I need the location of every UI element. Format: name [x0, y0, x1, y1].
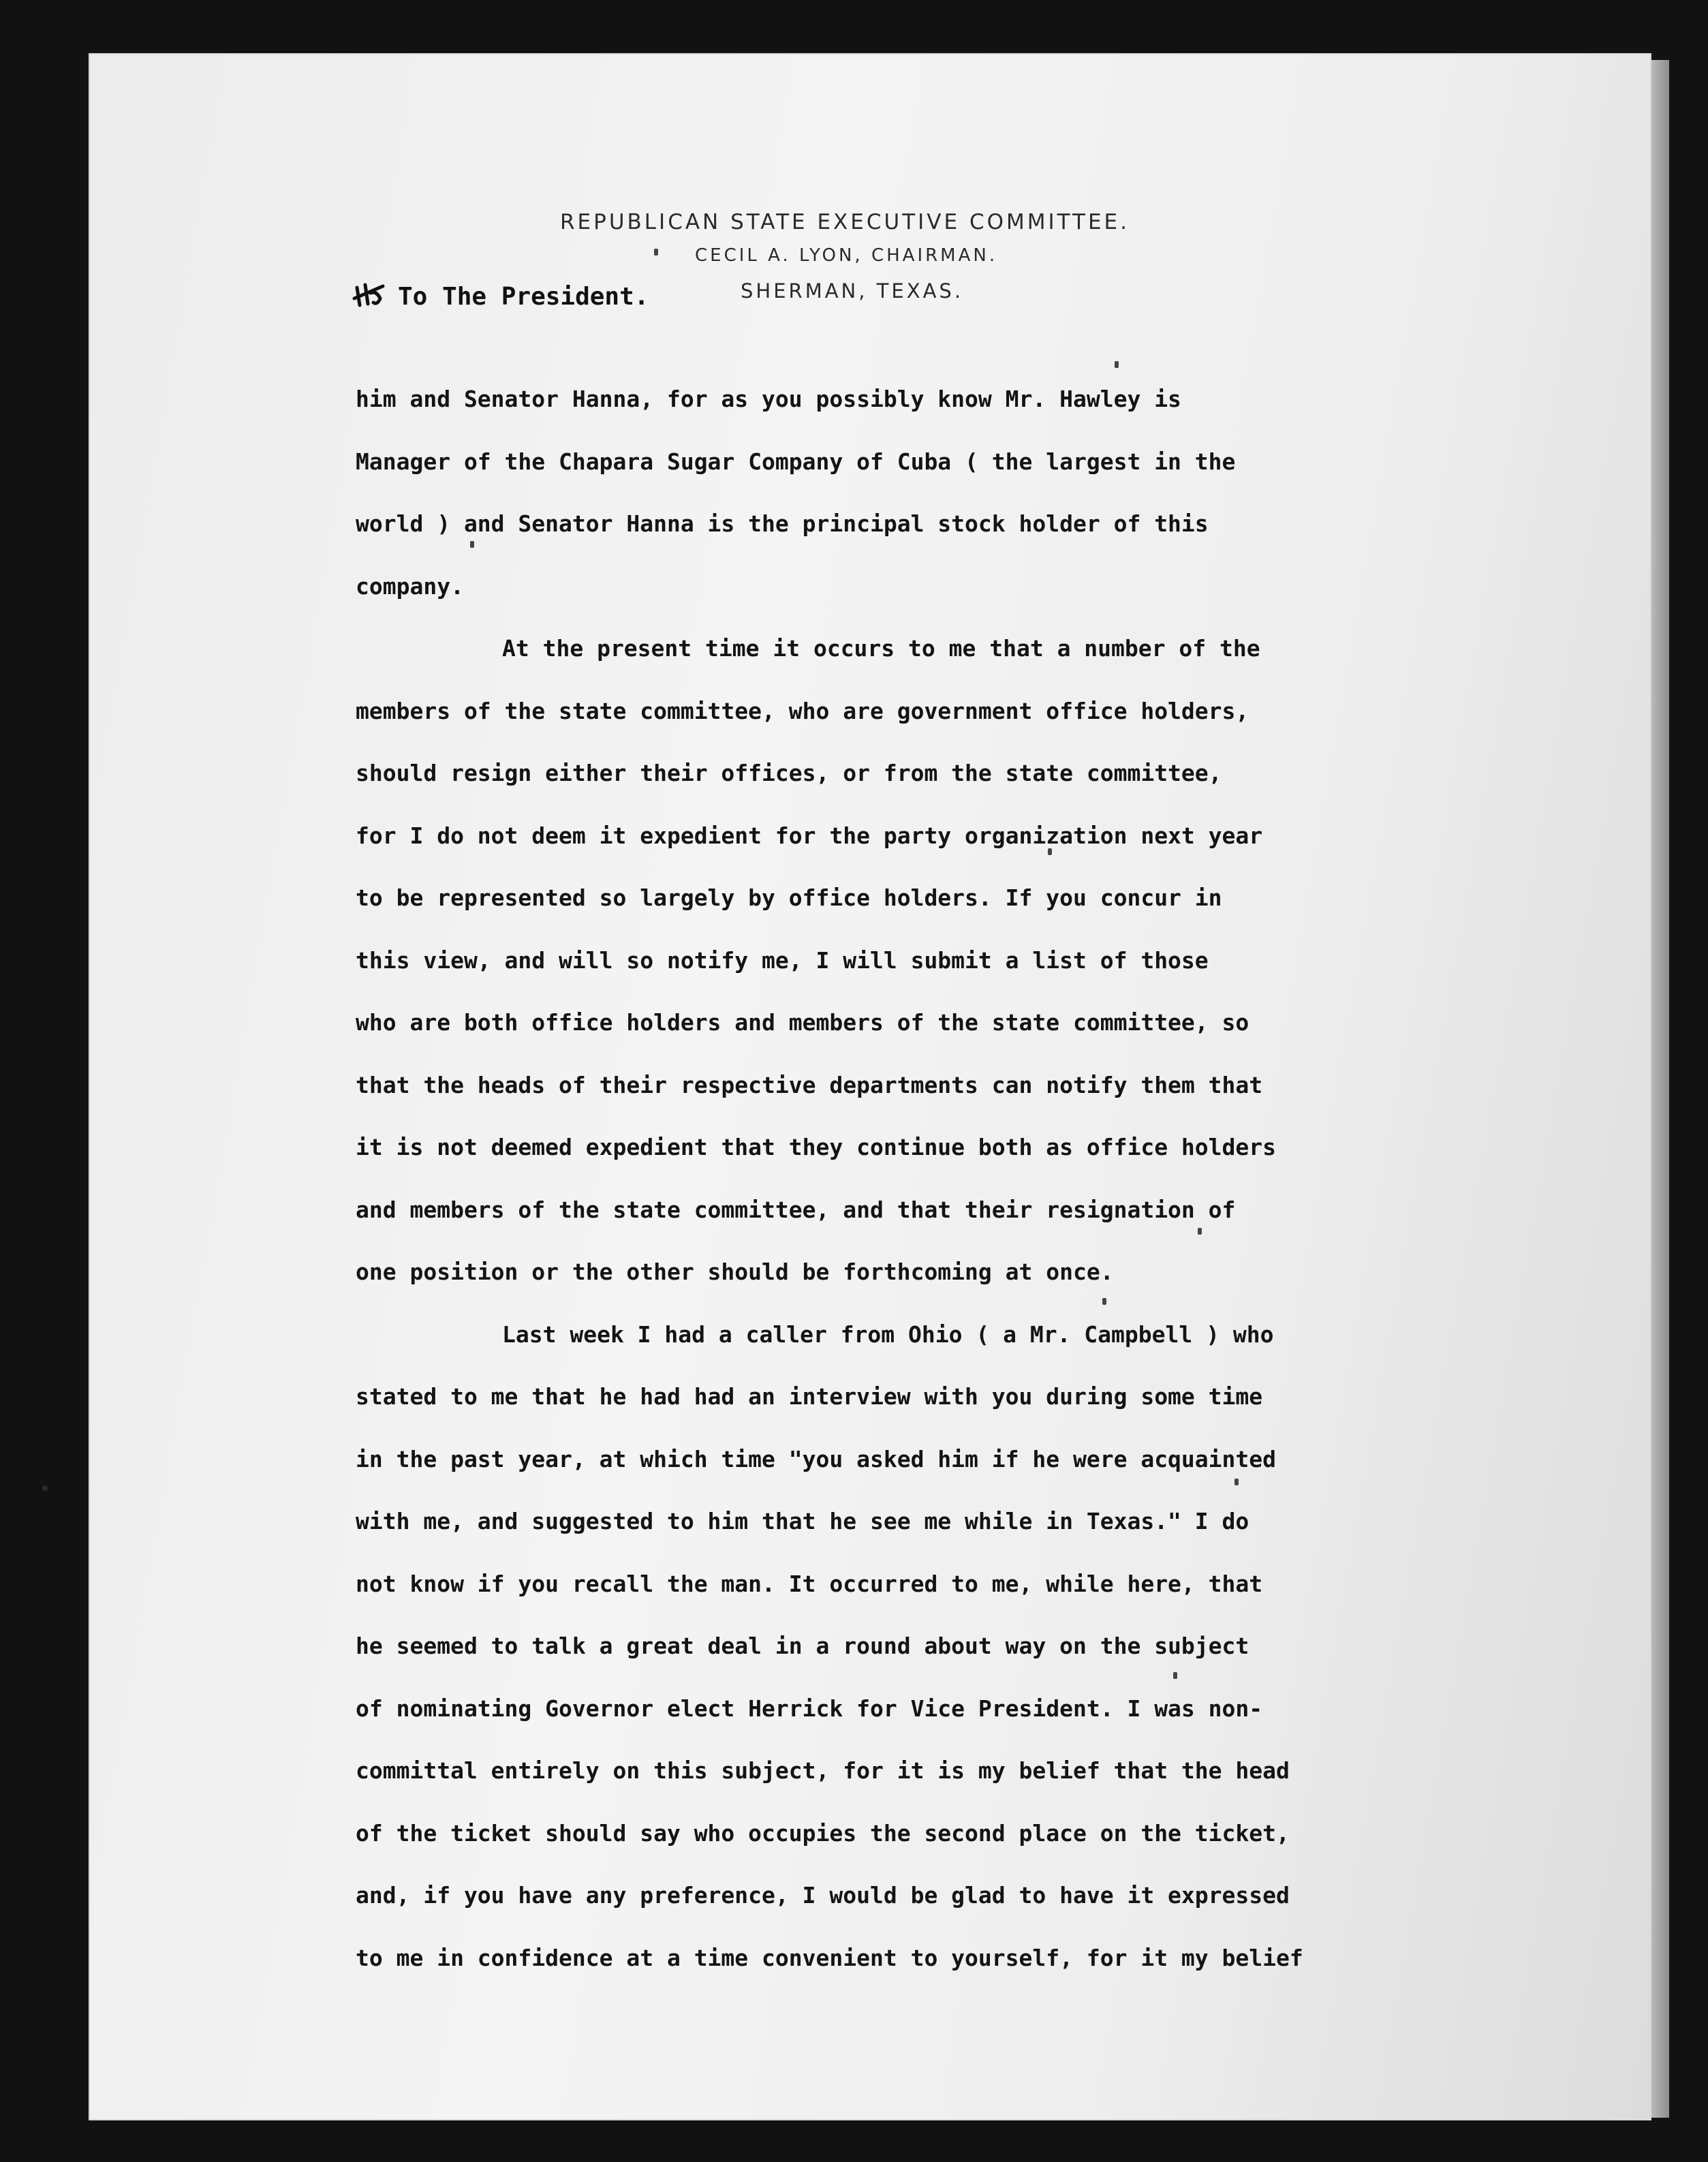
- letter-line: world ) and Senator Hanna is the principal stock holder of this: [356, 510, 1209, 537]
- letter-line: with me, and suggested to him that he see me while in Texas." I do: [356, 1508, 1249, 1534]
- stray-ink-mark: [470, 541, 474, 548]
- letterhead-chairman: CECIL A. LYON, CHAIRMAN.: [695, 245, 998, 266]
- handwritten-page-mark-icon: [350, 278, 387, 309]
- letter-line: company.: [356, 572, 464, 600]
- stray-ink-mark: [654, 249, 658, 256]
- document-page: [90, 55, 1650, 2119]
- stray-ink-mark: [1048, 848, 1052, 855]
- salutation: To The President.: [398, 283, 649, 311]
- stray-ink-mark: [1173, 1672, 1177, 1679]
- letter-line: for I do not deem it expedient for the party organization next year: [356, 822, 1263, 849]
- stray-ink-mark: [1198, 1228, 1202, 1235]
- letter-line: to me in confidence at a time convenient to yourself, for it my belief: [356, 1944, 1303, 1971]
- letter-line: not know if you recall the man. It occurred to me, while here, that: [356, 1570, 1263, 1597]
- letter-line: to be represented so largely by office holders. If you concur in: [356, 884, 1222, 911]
- letter-line: this view, and will so notify me, I will submit a list of those: [356, 946, 1209, 974]
- letter-line: should resign either their offices, or from the state committee,: [356, 760, 1222, 786]
- letter-line: who are both office holders and members of the state committee, so: [356, 1009, 1249, 1036]
- stray-ink-mark: [1115, 361, 1119, 368]
- letter-line: of the ticket should say who occupies the second place on the ticket,: [356, 1819, 1290, 1847]
- letter-line: At the present time it occurs to me that a number of the: [502, 635, 1260, 662]
- letter-line: one position or the other should be forthcoming at once.: [356, 1258, 1114, 1285]
- letter-line: and members of the state committee, and that their resignation of: [356, 1196, 1236, 1223]
- letter-line: Last week I had a caller from Ohio ( a Mr. Campbell ) who: [502, 1321, 1274, 1348]
- letter-line: Manager of the Chapara Sugar Company of Cuba ( the largest in the: [356, 448, 1236, 475]
- letter-line: and, if you have any preference, I would be glad to have it expressed: [356, 1882, 1290, 1909]
- letterhead-committee: REPUBLICAN STATE EXECUTIVE COMMITTEE.: [560, 210, 1130, 234]
- letter-line: members of the state committee, who are government office holders,: [356, 697, 1249, 724]
- letter-body: [356, 368, 1473, 1989]
- letter-line: he seemed to talk a great deal in a round about way on the subject: [356, 1633, 1249, 1659]
- letter-line: stated to me that he had had an interview with you during some time: [356, 1383, 1263, 1410]
- letter-line: that the heads of their respective departments can notify them that: [356, 1071, 1263, 1098]
- letterhead-city: SHERMAN, TEXAS.: [741, 279, 964, 303]
- letter-line: committal entirely on this subject, for it is my belief that the head: [356, 1757, 1290, 1784]
- letter-line: in the past year, at which time "you asked him if he were acquainted: [356, 1445, 1277, 1472]
- letter-line: it is not deemed expedient that they continue both as office holders: [356, 1134, 1277, 1160]
- stray-ink-mark: [1235, 1479, 1239, 1485]
- letter-line: him and Senator Hanna, for as you possibly know Mr. Hawley is: [356, 386, 1181, 412]
- letter-line: of nominating Governor elect Herrick for Vice President. I was non-: [356, 1695, 1263, 1722]
- margin-speck: [42, 1485, 48, 1491]
- stray-ink-mark: [1102, 1298, 1106, 1305]
